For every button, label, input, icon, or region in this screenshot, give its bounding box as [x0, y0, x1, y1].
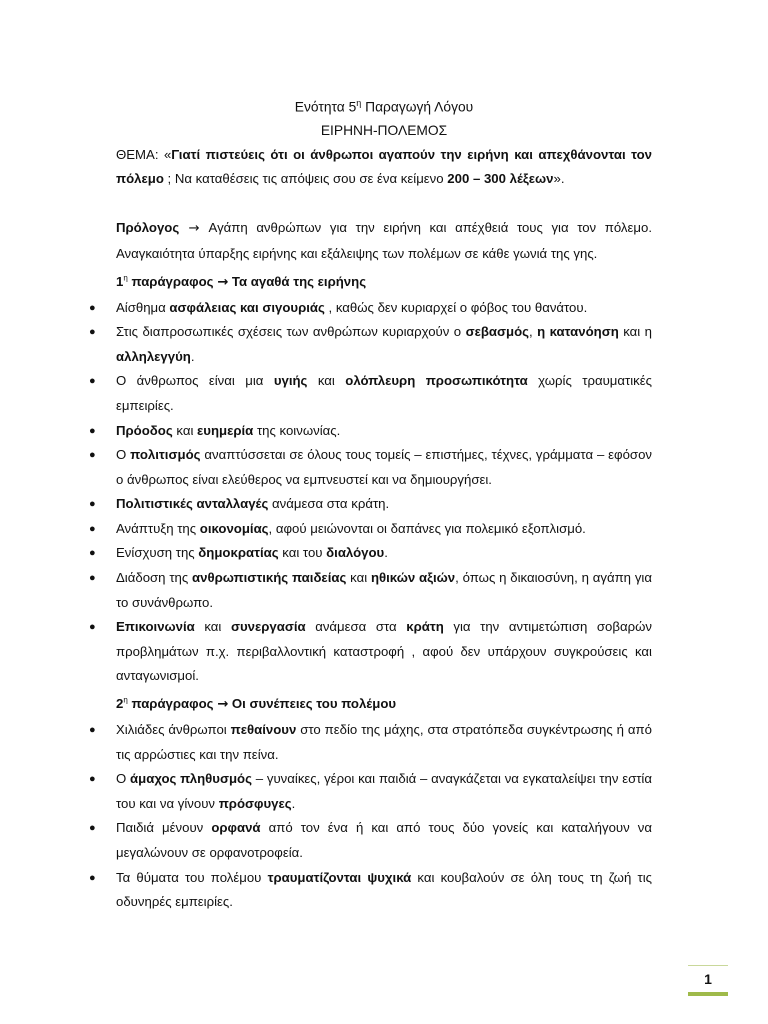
- list-item: ● Τα θύματα του πολέμου τραυματίζονται ψυχικά και κουβαλούν σε όλη τους τη ζωή τις οδυνηρές εμπειρίες.: [116, 866, 652, 915]
- list-item: ● Διάδοση της ανθρωπιστικής παιδείας και ηθικών αξιών, όπως η δικαιοσύνη, η αγάπη για το συνάνθρωπο.: [116, 566, 652, 615]
- list-item: ● Ανάπτυξη της οικονομίας, αφού μειώνονται οι δαπάνες για πολεμικό εξοπλισμό.: [116, 517, 652, 542]
- para2-label: παράγραφος: [127, 696, 218, 712]
- bullet-icon: ●: [89, 301, 96, 314]
- topic-instruction: ; Να καταθέσεις τις απόψεις σου σε ένα κείμενο: [163, 171, 448, 187]
- prologue-text-2: Αναγκαιότητα ύπαρξης ειρήνης και εξάλειψης των πολέμων σε κάθε γωνιά της γης.: [116, 245, 598, 261]
- bullet-icon: ●: [89, 773, 96, 786]
- bullet-icon: ●: [89, 724, 96, 737]
- para1-title: Τα αγαθά της ειρήνης: [228, 273, 367, 289]
- prologue-paragraph: [116, 216, 652, 266]
- bullet-icon: ●: [89, 572, 96, 585]
- list-item: ● Ενίσχυση της δημοκρατίας και του διαλόγου.: [116, 541, 652, 566]
- bullet-icon: ●: [89, 547, 96, 560]
- para2-sup: η: [123, 696, 128, 706]
- title-prefix: Ενότητα 5: [294, 99, 357, 115]
- paragraph-2-heading: [116, 689, 652, 718]
- para1-sup: η: [123, 273, 128, 283]
- document-subtitle: ΕΙΡΗΝΗ-ΠΟΛΕΜΟΣ: [320, 122, 448, 138]
- bullet-icon: ●: [89, 375, 96, 388]
- bullet-icon: ●: [89, 449, 96, 462]
- list-item: ● Πρόοδος και ευημερία της κοινωνίας.: [116, 419, 652, 444]
- arrow-icon: →: [217, 697, 229, 713]
- list-item: ● Αίσθημα ασφάλειας και σιγουριάς , καθώς δεν κυριαρχεί ο φόβος του θανάτου.: [116, 296, 652, 321]
- bullet-icon: ●: [89, 621, 96, 634]
- paragraph-1-heading: [116, 267, 652, 296]
- arrow-icon: →: [217, 274, 229, 290]
- page-number: 1: [704, 971, 712, 987]
- bullet-icon: ●: [89, 871, 96, 884]
- para1-label: παράγραφος: [127, 273, 218, 289]
- list-item: ● Ο πολιτισμός αναπτύσσεται σε όλους τους τομείς – επιστήμες, τέχνες, γράμματα – εφόσον ο άνθρωπος είναι ελεύθερος να εμπνευστεί και να δημιουργήσει.: [116, 443, 652, 492]
- document-body: [89, 92, 653, 915]
- title-sup: η: [356, 98, 362, 108]
- footer-bar: [688, 992, 728, 996]
- paragraph-2-list: [89, 718, 653, 915]
- list-item: ● Επικοινωνία και συνεργασία ανάμεσα στα κράτη για την αντιμετώπιση σοβαρών προβλημάτων π.χ. περιβαλλοντική καταστροφή , αφού δεν υπάρχουν συγκρούσεις και ανταγωνισμοί.: [116, 615, 652, 689]
- para1-num: 1: [116, 273, 124, 289]
- prologue-text-1: Αγάπη ανθρώπων για την ειρήνη και απέχθειά τους για τον πόλεμο.: [208, 220, 652, 236]
- topic-label: ΘΕΜΑ: «: [116, 146, 172, 162]
- list-item: ● Χιλιάδες άνθρωποι πεθαίνουν στο πεδίο της μάχης, στα στρατόπεδα συγκέντρωσης ή από τις αρρώστιες και την πείνα.: [116, 718, 652, 767]
- prologue-label: Πρόλογος: [116, 220, 180, 236]
- list-item: ● Παιδιά μένουν ορφανά από τον ένα ή και από τους δύο γονείς και καταλήγουν να μεγαλώνουν σε ορφανοτροφεία.: [116, 816, 652, 865]
- page-footer: [688, 965, 728, 995]
- bullet-icon: ●: [89, 822, 96, 835]
- para2-num: 2: [116, 696, 124, 712]
- topic-paragraph: [116, 143, 652, 192]
- bullet-icon: ●: [89, 498, 96, 511]
- title-suffix: Παραγωγή Λόγου: [361, 99, 474, 115]
- topic-closing: ».: [553, 171, 565, 187]
- list-item: ● Στις διαπροσωπικές σχέσεις των ανθρώπων κυριαρχούν ο σεβασμός, η κατανόηση και η αλληλεγγύη.: [116, 320, 652, 369]
- bullet-icon: ●: [89, 424, 96, 437]
- para2-title: Οι συνέπειες του πολέμου: [228, 696, 397, 712]
- bullet-icon: ●: [89, 326, 96, 339]
- list-item: ● Ο άμαχος πληθυσμός – γυναίκες, γέροι και παιδιά – αναγκάζεται να εγκαταλείψει την εστία του και να γίνουν πρόσφυγες.: [116, 767, 652, 816]
- topic-question: Γιατί πιστεύεις ότι οι άνθρωποι αγαπούν την ειρήνη και απεχθάνονται τον πόλεμο: [116, 146, 652, 187]
- section-title: [116, 92, 652, 119]
- spacer: [116, 192, 652, 217]
- bullet-icon: ●: [89, 522, 96, 535]
- list-item: ● Ο άνθρωπος είναι μια υγιής και ολόπλευρη προσωπικότητα χωρίς τραυματικές εμπειρίες.: [116, 369, 652, 418]
- topic-words: 200 – 300 λέξεων: [447, 171, 554, 187]
- arrow-icon: →: [179, 221, 209, 237]
- list-item: ● Πολιτιστικές ανταλλαγές ανάμεσα στα κράτη.: [116, 492, 652, 517]
- paragraph-1-list: [89, 296, 653, 690]
